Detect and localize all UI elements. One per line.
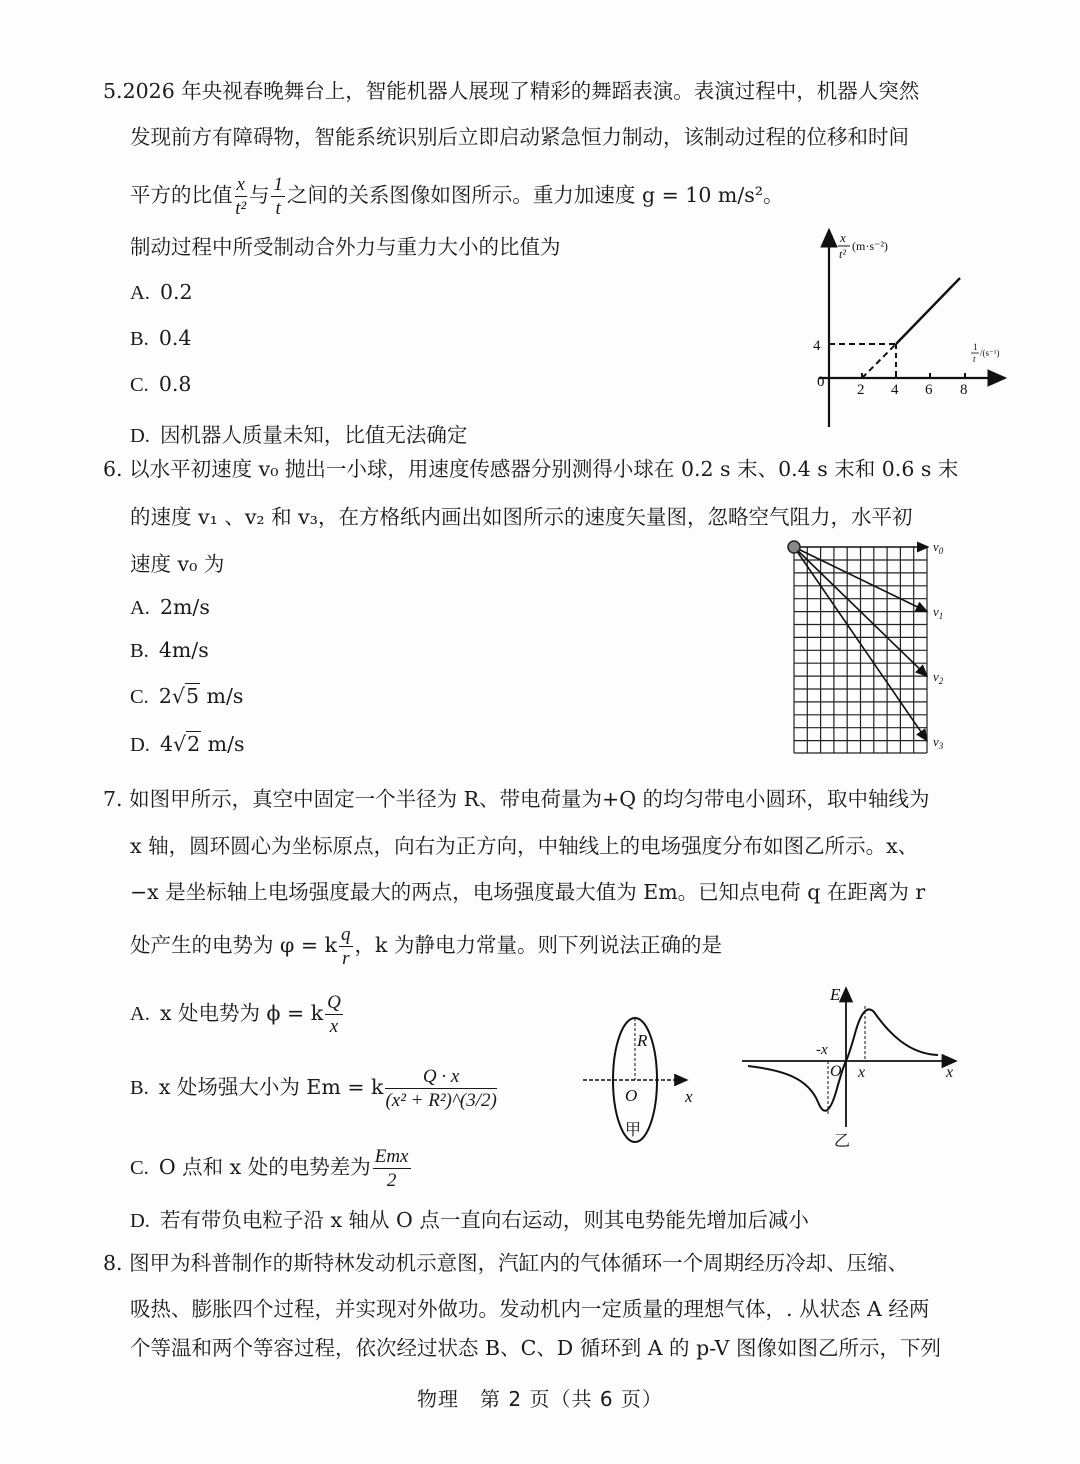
q8-line3: 个等温和两个等容过程，依次经过状态 B、C、D 循环到 A 的 p-V 图像如图乙所示，下列	[130, 1336, 941, 1360]
svg-text:4: 4	[891, 382, 899, 398]
svg-text:(m·s⁻²): (m·s⁻²)	[852, 239, 888, 253]
fraction-1-over-t: $\frac{1}{t}$	[273, 174, 283, 219]
svg-text:1: 1	[973, 342, 978, 352]
q7-text-4a: 处产生的电势为 φ = k	[130, 933, 338, 957]
q7-option-d[interactable]: D. 若有带负电粒子沿 x 轴从 O 点一直向右运动，则其电势能先增加后减小	[130, 1208, 809, 1232]
q7-line4	[130, 918, 722, 972]
q5-option-b[interactable]: B. 0.4	[130, 326, 192, 350]
q7-number: 7.	[103, 787, 123, 811]
q5-option-a[interactable]: A. 0.2	[130, 280, 193, 304]
q5-text-3c: 之间的关系图像如图所示。重力加速度 g = 10 m/s²。	[286, 183, 784, 207]
page-footer: 物理 第 2 页（共 6 页）	[417, 1387, 663, 1411]
q5-number: 5.	[103, 79, 123, 103]
svg-text:v2: $v_2$	[933, 669, 944, 686]
q7-figure-yi-e-field-graph	[738, 982, 968, 1152]
svg-text:6: 6	[925, 382, 933, 398]
svg-text:R: R	[637, 1031, 648, 1050]
q6-line1	[103, 454, 958, 484]
svg-text:乙: 乙	[834, 1131, 851, 1150]
q8-number: 8.	[103, 1251, 123, 1275]
ball-icon	[788, 541, 800, 553]
q7-figure-jia-ring	[575, 985, 705, 1150]
q6-number: 6.	[103, 457, 123, 481]
q7-line1	[103, 784, 930, 814]
q6-option-d[interactable]: D. 4√2 m/s	[130, 732, 245, 756]
svg-text:x: x	[858, 1064, 866, 1081]
q6-option-c[interactable]: C. 2√5 m/s	[130, 684, 244, 708]
svg-text:x: x	[946, 1064, 954, 1081]
svg-text:x: x	[685, 1087, 693, 1106]
q7-text-1: 如图甲所示，真空中固定一个半径为 R、带电荷量为+Q 的均匀带电小圆环，取中轴线为	[129, 787, 930, 811]
q6-text-1: 以水平初速度 v₀ 抛出一小球，用速度传感器分别测得小球在 0.2 s 末、0.4 s 末和 0.6 s 末	[129, 457, 959, 481]
q8-line1	[103, 1248, 908, 1278]
svg-text:t: t	[973, 354, 976, 364]
q5-line1	[103, 76, 919, 106]
svg-text:v1: $v_1$	[933, 604, 944, 621]
q5-text-3b: 与	[248, 183, 270, 207]
q5-text-3a: 平方的比值	[130, 183, 233, 207]
q6-velocity-vector-grid	[782, 535, 952, 760]
svg-text:O: O	[830, 1063, 842, 1080]
q5-text-1: 2026 年央视春晚舞台上，智能机器人展现了精彩的舞蹈表演。表演过程中，机器人突然	[122, 79, 920, 103]
q6-option-a[interactable]: A. 2m/s	[130, 595, 210, 619]
q8-text-1: 图甲为科普制作的斯特林发动机示意图，汽缸内的气体循环一个周期经历冷却、压缩、	[129, 1251, 909, 1275]
svg-text:v0: $v_0$	[933, 539, 944, 556]
q7-line3: −x 是坐标轴上电场强度最大的两点，电场强度最大值为 Em。已知点电荷 q 在距离为 r	[130, 880, 926, 904]
fraction-x-over-t2: $\frac{x}{\text{t²}}$	[235, 174, 247, 219]
q8-line2: 吸热、膨胀四个过程，并实现对外做功。发动机内一定质量的理想气体，. 从状态 A 经两	[130, 1297, 930, 1321]
q6-line3: 速度 v₀ 为	[130, 552, 225, 576]
q7-option-b[interactable]: B. x 处场强大小为 Em = k $\frac{Q \cdot x}{\text{(x² + R²)\textasciicircum{}(3/2)}}$	[130, 1066, 497, 1111]
q6-option-b[interactable]: B. 4m/s	[130, 638, 209, 662]
svg-text:甲: 甲	[625, 1120, 642, 1139]
svg-text:O: O	[625, 1086, 638, 1105]
origin-label: 0	[817, 374, 825, 390]
q6-line2: 的速度 v₁ 、v₂ 和 v₃，在方格纸内画出如图所示的速度矢量图，忽略空气阻力，水平初	[130, 505, 913, 529]
svg-text:x: x	[840, 230, 846, 245]
q5-line3	[130, 168, 783, 222]
svg-text:-x: -x	[816, 1042, 828, 1058]
q5-option-d[interactable]: D. 因机器人质量未知，比值无法确定	[130, 423, 468, 447]
svg-text:E: E	[830, 985, 841, 1004]
svg-text:t²: t²	[839, 247, 846, 261]
q7-line2: x 轴，圆环圆心为坐标原点，向右为正方向，中轴线上的电场强度分布如图乙所示。x、	[130, 834, 919, 858]
svg-text:8: 8	[960, 382, 968, 398]
y-tick-4: 4	[813, 338, 821, 354]
q5-line4: 制动过程中所受制动合外力与重力大小的比值为	[130, 235, 561, 259]
q5-xt2-vs-1t-graph	[805, 222, 1020, 432]
q5-option-c[interactable]: C. 0.8	[130, 372, 192, 396]
svg-text:2: 2	[857, 382, 865, 398]
svg-text:v3: $v_3$	[933, 734, 944, 751]
svg-text:/(s⁻¹): /(s⁻¹)	[980, 348, 1000, 358]
fraction-q-over-r: $\frac{q}{r}$	[341, 924, 351, 969]
q7-option-a[interactable]: A. x 处电势为 ϕ = k $\frac{Q}{x}$	[130, 992, 341, 1037]
q7-option-c[interactable]: C. O 点和 x 处的电势差为 $\frac{\text{Emx}}{2}$	[130, 1146, 409, 1191]
q5-line2: 发现前方有障碍物，智能系统识别后立即启动紧急恒力制动，该制动过程的位移和时间	[130, 125, 909, 149]
q7-text-4b: ，k 为静电力常量。则下列说法正确的是	[354, 933, 722, 957]
